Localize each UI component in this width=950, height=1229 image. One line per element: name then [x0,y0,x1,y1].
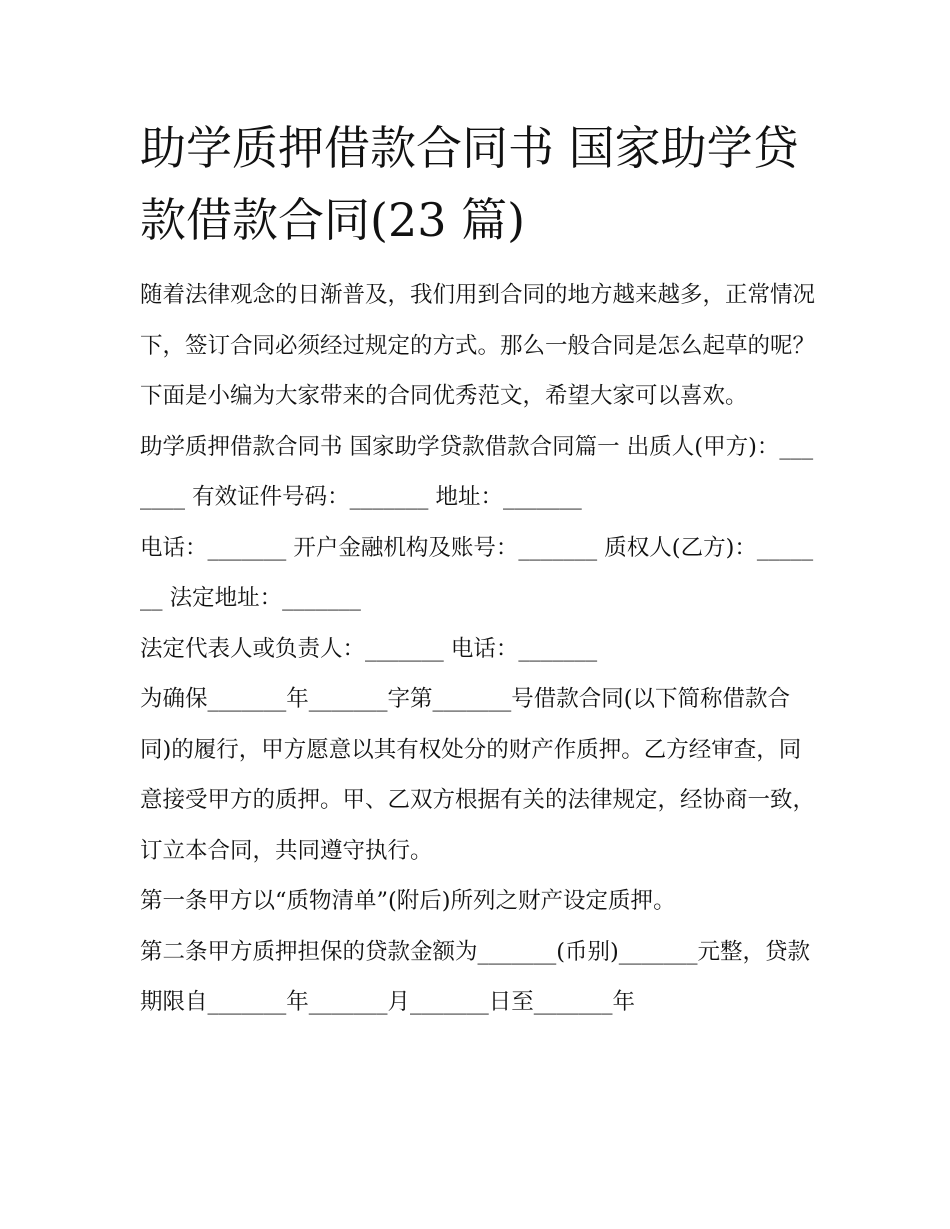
document-body [140,112,818,1028]
pledgor-info-paragraph: 助学质押借款合同书 国家助学贷款借款合同篇一 出质人(甲方)：_______ 有效证件号码：_______ 地址：_______ [140,433,814,510]
pledgee-info-paragraph: 电话：_______ 开户金融机构及账号：_______ 质权人(乙方)：_______ 法定地址：_______ [140,534,814,611]
intro-paragraph: 随着法律观念的日渐普及，我们用到合同的地方越来越多，正常情况下，签订合同必须经过规定的方式。那么一般合同是怎么起草的呢？下面是小编为大家带来的合同优秀范文，希望大家可以喜欢。 [140,282,816,409]
article-two-paragraph: 第二条甲方质押担保的贷款金额为_______(币别)_______元整，贷款期限自_______年_______月_______日至_______年 [140,938,811,1015]
purpose-paragraph: 为确保_______年_______字第_______号借款合同(以下简称借款合同)的履行，甲方愿意以其有权处分的财产作质押。乙方经审查，同意接受甲方的质押。甲、乙双方根据有关的法律规定，经协商一致，订立本合同，共同遵守执行。 [140,686,816,864]
document-title: 助学质押借款合同书 国家助学贷款借款合同(23 篇) [140,121,799,247]
article-one-paragraph: 第一条甲方以“质物清单”(附后)所列之财产设定质押。 [140,888,676,914]
legal-representative-paragraph: 法定代表人或负责人：_______ 电话：_______ [140,635,598,662]
